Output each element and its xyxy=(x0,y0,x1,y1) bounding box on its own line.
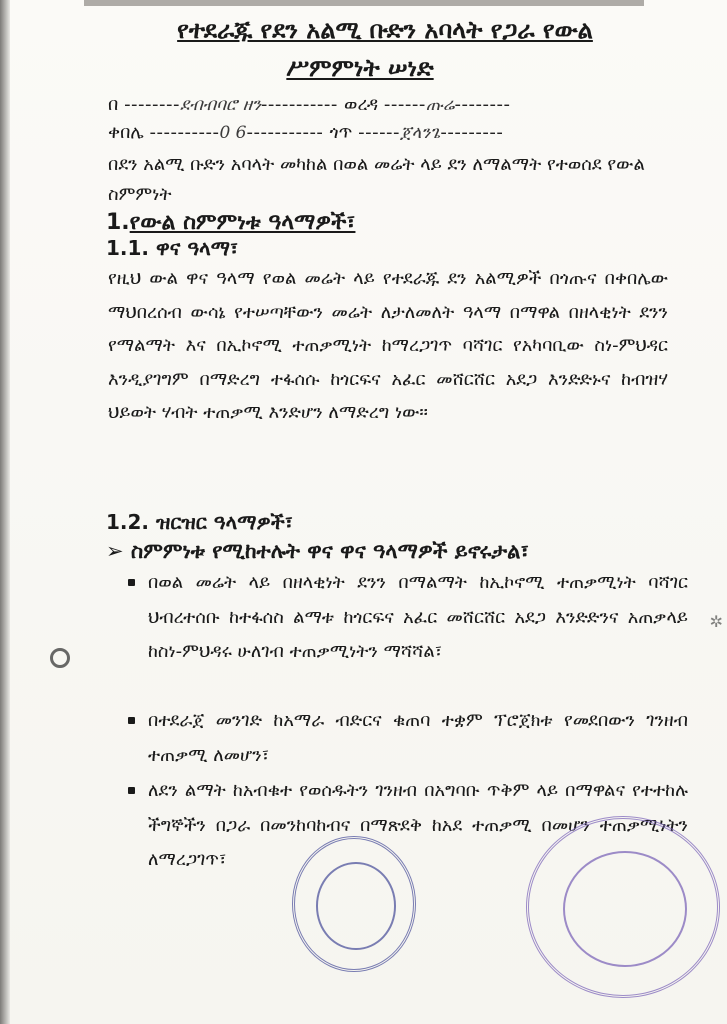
margin-scribble: ✲ xyxy=(709,612,723,631)
ink-smudge-mark xyxy=(50,648,70,668)
stamp-inner-ring xyxy=(563,851,687,968)
fill-line: ------ xyxy=(383,94,426,115)
binding-shadow xyxy=(0,0,10,1024)
official-stamp-right xyxy=(526,816,720,998)
section-1-2-heading: 1.2. ዝርዝር ዓላማዎች፣ xyxy=(106,510,293,534)
fill-line: ---------- xyxy=(149,122,220,143)
bullet-marker xyxy=(128,579,135,586)
fill-line: -------- xyxy=(124,94,181,115)
handwritten-region: ደብብባሮ ዘን xyxy=(180,95,261,115)
location-row-1 xyxy=(108,92,511,118)
objective-text-2: በተደራጀ መንገድ ከአማራ ብድርና ቁጠባ ተቋም ፕሮጀክቱ የመደበውን ገንዘብ ተጠቃሚ ለመሆን፣ xyxy=(148,710,688,766)
official-stamp-left xyxy=(292,836,416,972)
handwritten-kebele: 0 6 xyxy=(219,123,247,143)
field-label-got: ጎጥ xyxy=(329,122,353,143)
objective-bullet-2 xyxy=(128,704,688,773)
intro-paragraph: በደን አልሚ ቡድን አባላት መካከል በወል መሬት ላይ ደን ለማልማት የተወሰደ የውል ስምምነት xyxy=(108,154,645,205)
fill-line: -------- xyxy=(454,94,511,115)
stamp-inner-ring xyxy=(316,862,396,949)
field-label-region: በ xyxy=(108,94,119,115)
document-subtitle: ሥምምነት ሠነድ xyxy=(286,54,434,82)
objectives-lead: ➢ ስምምነቱ የሚከተሉት ዋና ዋና ዓላማዎች ይኖሩታል፣ xyxy=(106,539,529,563)
location-row-2 xyxy=(108,120,503,146)
fill-line: ----------- xyxy=(246,122,330,143)
fill-line: ----------- xyxy=(260,94,345,115)
field-label-woreda: ወረዳ xyxy=(344,94,379,115)
fill-line: ------ xyxy=(358,122,401,143)
section-1-number: 1. xyxy=(106,210,130,235)
objective-text-1: በወል መሬት ላይ በዘላቂነት ደንን በማልማት ከኢኮኖሚ ተጠቃሚነት ባሻገር ህብረተሰቡ ከተፋሰስ ልማቱ ከጎርፍና አፈር መሸርሸር አደጋ እንድድንና አጠቃላይ ከስነ-ምህዳሩ ሁለገብ ተጠቃሚነትን ማሻሻል፣ xyxy=(148,572,688,662)
bullet-marker xyxy=(128,787,135,794)
section-1-title: የውል ስምምነቱ ዓላማዎች፣ xyxy=(129,210,356,235)
bullet-marker xyxy=(128,717,135,724)
objective-text-3: ለደን ልማት ከአብቁተ የወሰዱትን ገንዘብ በአግባቡ ጥቅም ላይ በማዋልና የተተከሉ ችግኞችን በጋራ በመንከባከብና በማጽደቅ ከአደ ተጠቃሚ በመሆን ተጠቃሚነትን ለማረጋገጥ፣ xyxy=(148,780,688,870)
section-1-1-body: የዚህ ውል ዋና ዓላማ የወል መሬት ላይ የተደራጁ ደን አልሚዎች በጎጡና በቀበሌው ማህበረሰብ ውሳኔ የተሠጣቸውን መሬት ለታለመለት ዓላማ በማዋል በዘላቂነት ደንን የማልማት እና በኢኮኖሚ ተጠቃሚነት ከማረጋገጥ ባሻገር የአካባቢው ስነ-ምህዳር እንዲያገግም በማድረግ ተፋሰሱ ከጎርፍና አፈር መሸርሸር አደጋ እንድድኑና ከብዝሃ ህይወት ሃብት ተጠቃሚ እንድሆን ለማድረግ ነው፡፡ xyxy=(108,268,668,423)
handwritten-got: ጀላንጌ xyxy=(400,123,441,143)
section-1-1-heading: 1.1. ዋና ዓላማ፣ xyxy=(106,236,239,260)
fill-line: --------- xyxy=(440,122,504,143)
objective-bullet-1 xyxy=(128,566,688,670)
field-label-kebele: ቀበሌ xyxy=(108,122,144,143)
top-edge-shadow xyxy=(84,0,644,6)
document-title: የተደራጁ የደን አልሚ ቡድን አባላት የጋራ የውል xyxy=(177,16,593,44)
handwritten-woreda: ጡሬ xyxy=(425,95,455,115)
